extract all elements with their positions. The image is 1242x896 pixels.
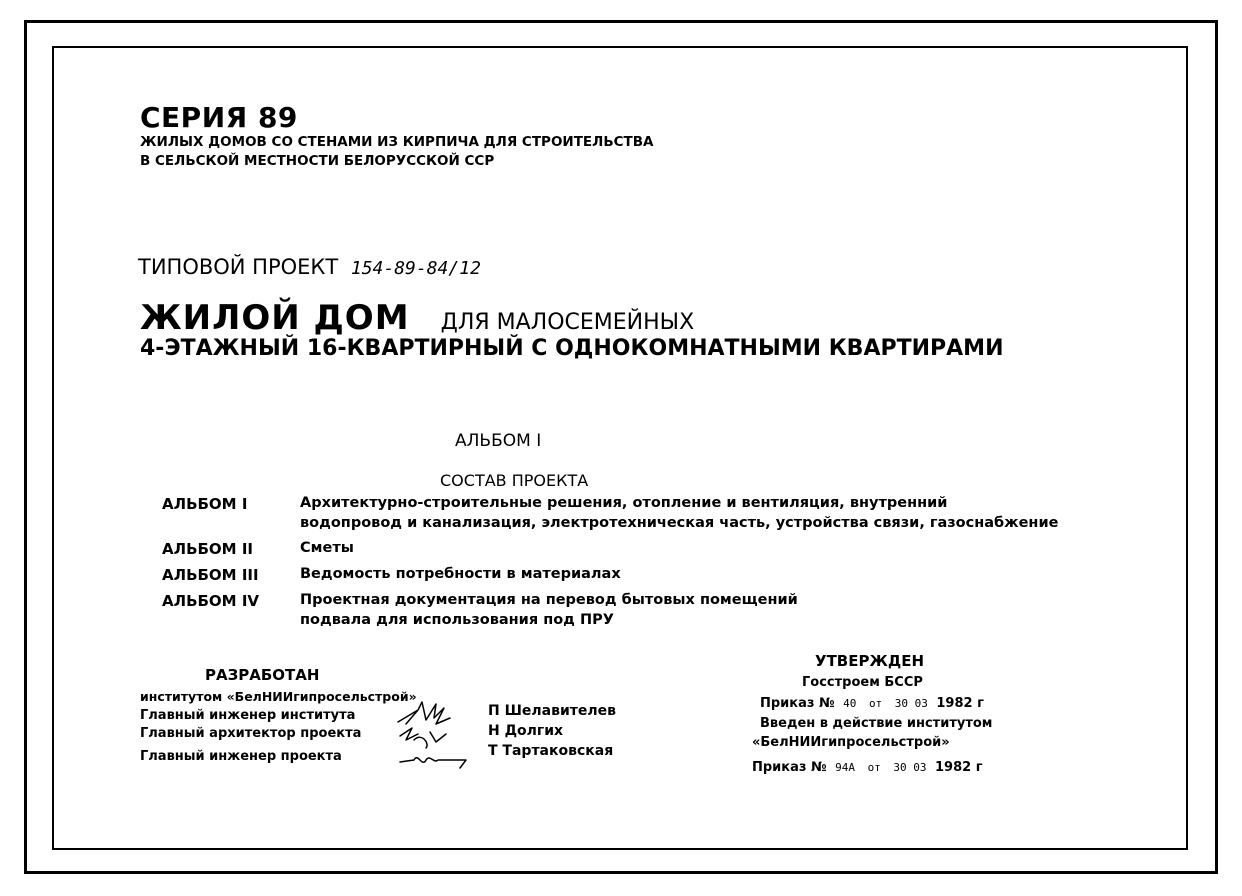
order-2-from: от (867, 761, 881, 774)
project-heading (138, 255, 481, 279)
name-shelavitelev: П Шелавителев (488, 703, 616, 719)
house-subtitle: ДЛЯ МАЛОСЕМЕЙНЫХ (440, 310, 695, 335)
name-tartakovskaya: Т Тартаковская (488, 743, 614, 759)
signature-2 (400, 728, 446, 748)
album-4-line-2: подвала для использования под ПРУ (300, 612, 614, 628)
approval-order-1 (760, 696, 984, 711)
role-chief-architect: Главный архитектор проекта (140, 726, 362, 741)
order-2-date: 30 03 (893, 761, 927, 774)
current-album: АЛЬБОМ I (455, 431, 542, 451)
introduced-line-2: «БелНИИгипросельстрой» (752, 735, 950, 750)
composition-title: СОСТАВ ПРОЕКТА (440, 471, 589, 490)
album-2-label: АЛЬБОМ II (162, 540, 253, 558)
name-dolgikh: Н Долгих (488, 723, 564, 739)
series-subtitle-line-2: В СЕЛЬСКОЙ МЕСТНОСТИ БЕЛОРУССКОЙ ССР (140, 153, 495, 169)
project-number: 154-89-84/12 (350, 258, 481, 279)
album-4-label: АЛЬБОМ IV (162, 592, 260, 610)
album-3-label: АЛЬБОМ III (162, 566, 259, 584)
order-1-number: 40 (843, 697, 857, 710)
role-chief-engineer-institute: Главный инженер института (140, 708, 356, 723)
approved-by: Госстроем БССР (802, 675, 923, 690)
approval-order-2 (752, 760, 983, 775)
approved-title: УТВЕРЖДЕН (815, 652, 924, 670)
role-chief-engineer-project: Главный инженер проекта (140, 749, 342, 764)
order-1-from: от (868, 697, 883, 710)
project-label: ТИПОВОЙ ПРОЕКТ (138, 255, 339, 279)
album-3-line-1: Ведомость потребности в материалах (300, 566, 621, 582)
developed-institute: институтом «БелНИИгипросельстрой» (140, 689, 417, 704)
order-2-prefix: Приказ № (752, 760, 827, 775)
order-1-prefix: Приказ № (760, 696, 835, 711)
album-1-line-1: Архитектурно-строительные решения, отопление и вентиляция, внутренний (300, 495, 948, 511)
album-1-line-2: водопровод и канализация, электротехническая часть, устройства связи, газоснабжение (300, 515, 1059, 531)
album-1-label: АЛЬБОМ I (162, 495, 248, 513)
signature-3 (400, 758, 466, 768)
order-1-year: 1982 г (936, 696, 984, 711)
order-2-year: 1982 г (935, 760, 983, 775)
signature-marks (396, 698, 488, 772)
series-title: СЕРИЯ 89 (140, 101, 298, 134)
album-2-line-1: Сметы (300, 540, 354, 556)
series-subtitle-line-1: ЖИЛЫХ ДОМОВ СО СТЕНАМИ ИЗ КИРПИЧА ДЛЯ СТРОИТЕЛЬСТВА (140, 134, 654, 150)
house-title (140, 298, 694, 338)
order-2-number: 94А (835, 761, 856, 774)
developed-title: РАЗРАБОТАН (205, 666, 320, 684)
house-main-title: ЖИЛОЙ ДОМ (140, 298, 410, 338)
introduced-line-1: Введен в действие институтом (760, 716, 993, 731)
album-4-line-1: Проектная документация на перевод бытовых помещений (300, 592, 798, 608)
house-description: 4-ЭТАЖНЫЙ 16-КВАРТИРНЫЙ С ОДНОКОМНАТНЫМИ КВАРТИРАМИ (140, 336, 1004, 361)
signature-1 (398, 702, 450, 724)
order-1-date: 30 03 (894, 697, 928, 710)
